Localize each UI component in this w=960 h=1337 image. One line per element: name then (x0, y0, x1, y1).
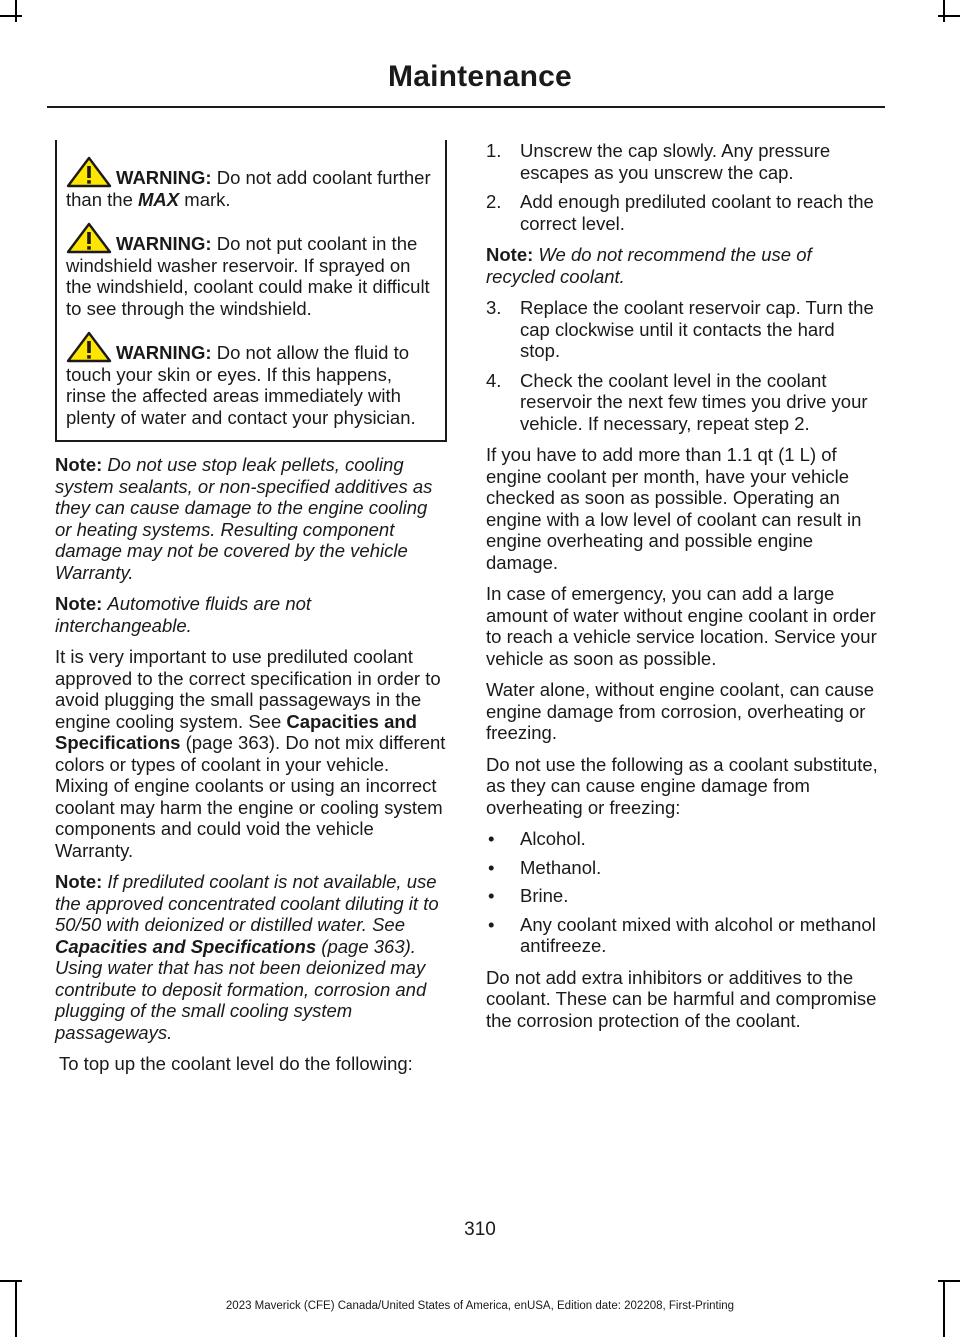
warning-label: WARNING: (116, 342, 212, 363)
steps-list (486, 297, 878, 434)
note-label: Note: (55, 593, 103, 614)
crop-mark (15, 0, 17, 22)
list-item: • Any coolant mixed with alcohol or methanol antifreeze. (486, 914, 878, 957)
step-number: 4. (486, 369, 502, 391)
paragraph-emergency: In case of emergency, you can add a large amount of water without engine coolant in order to reach a vehicle service location. Service your vehicle as soon as possible. (486, 583, 877, 669)
note-label: Note: (55, 871, 103, 892)
warning-triangle-icon (66, 222, 112, 254)
max-mark-text: MAX (138, 188, 180, 210)
paragraph-text: It is very important to use prediluted coolant approved to the correct specification in order to avoid plugging the small passageways in the engine cooling system. See (55, 646, 441, 732)
footer-edition: 2023 Maverick (CFE) Canada/United States of America, enUSA, Edition date: 202208, First-Printing (225, 1300, 735, 1312)
substitutes-list (486, 828, 878, 957)
step-item (486, 297, 878, 362)
note-stop-leak (55, 454, 447, 583)
warning-text: Do not put coolant in the windshield washer reservoir. If sprayed on the windshield, coolant could make it difficult to see through the windshield. (66, 233, 430, 319)
steps-list (486, 140, 878, 234)
warning-2 (66, 222, 437, 319)
note-label: Note: (55, 454, 103, 475)
step-number: 3. (486, 297, 502, 318)
step-item (486, 370, 878, 435)
warning-label: WARNING: (116, 167, 212, 188)
crop-mark (938, 15, 960, 17)
step-item (486, 191, 878, 234)
paragraph-text: (page 363). Do not mix different colors or types of coolant in your vehicle. Mixing of engine coolants or using an incorrect coolant may harm the engine or cooling system components and could void the vehicle Warranty. (55, 732, 446, 861)
note-text: If prediluted coolant is not available, use the approved concentrated coolant diluting it to 50/50 with deionized or distilled water. See (55, 871, 439, 935)
step-item (486, 140, 878, 183)
warning-text: Do not allow the fluid to touch your skin or eyes. If this happens, rinse the affected areas immediately with plenty of water and contact your physician. (66, 342, 416, 428)
note-label: Note: (486, 244, 534, 265)
warning-3 (66, 331, 437, 428)
warning-triangle-icon (66, 331, 112, 363)
list-item: • Brine. (486, 885, 878, 907)
note-fluids (55, 593, 447, 636)
warning-text: Do not add coolant further than the (66, 167, 431, 210)
capacities-link[interactable]: Capacities and Specifications (55, 935, 317, 957)
warning-triangle-icon (66, 156, 112, 188)
paragraph-substitutes: Do not use the following as a coolant substitute, as they can cause engine damage from overheating or freezing: (486, 753, 878, 818)
crop-mark (0, 1280, 22, 1282)
note-concentrated-coolant (55, 871, 447, 1043)
note-recycled (486, 244, 878, 287)
step-text: Unscrew the cap slowly. Any pressure escapes as you unscrew the cap. (520, 140, 831, 183)
title-divider (47, 106, 885, 108)
page-number: 310 (464, 1219, 496, 1240)
crop-mark (0, 15, 22, 17)
step-text: Add enough prediluted coolant to reach the correct level. (520, 191, 874, 234)
list-item: • Methanol. (486, 857, 878, 879)
step-number: 1. (486, 140, 502, 161)
paragraph-prediluted-coolant (55, 646, 447, 861)
note-text: Do not use stop leak pellets, cooling system sealants, or non-specified additives as they can cause damage to the engine cooling or heating systems. Resulting component damage may not be covered by the vehicle Warranty. (55, 454, 433, 583)
warning-1 (66, 156, 437, 210)
paragraph-inhibitors: Do not add extra inhibitors or additives to the coolant. These can be harmful and compromise the corrosion protection of the coolant. (486, 966, 877, 1031)
step-text: Check the coolant level in the coolant reservoir the next few times you drive your vehicle. If necessary, repeat step 2. (520, 369, 868, 434)
step-number: 2. (486, 191, 502, 212)
note-text: (page 363). Using water that has not been deionized may contribute to deposit formation, corrosion and plugging of the small cooling system passageways. (55, 935, 427, 1043)
crop-mark (938, 1280, 960, 1282)
capacities-link[interactable]: Capacities and Specifications (55, 710, 417, 753)
note-text: We do not recommend the use of recycled coolant. (486, 244, 812, 287)
right-column (486, 140, 878, 1041)
crop-mark (943, 0, 945, 22)
warning-box (55, 140, 447, 442)
list-item: • Alcohol. (486, 828, 878, 850)
note-text: Automotive fluids are not interchangeable. (55, 593, 312, 636)
paragraph-add-coolant: If you have to add more than 1.1 qt (1 L) of engine coolant per month, have your vehicle checked as soon as possible. Operating an engine with a low level of coolant can result in engine overheating and possible engine damage. (486, 444, 862, 573)
page-title: Maintenance (388, 60, 572, 93)
left-column (55, 140, 447, 1085)
topup-intro: To top up the coolant level do the following: (59, 1053, 413, 1074)
warning-text: mark. (179, 188, 231, 210)
warning-label: WARNING: (116, 233, 212, 254)
paragraph-water-alone: Water alone, without engine coolant, can cause engine damage from corrosion, overheating or freezing. (486, 679, 875, 743)
step-text: Replace the coolant reservoir cap. Turn the cap clockwise until it contacts the hard stop. (520, 297, 874, 361)
